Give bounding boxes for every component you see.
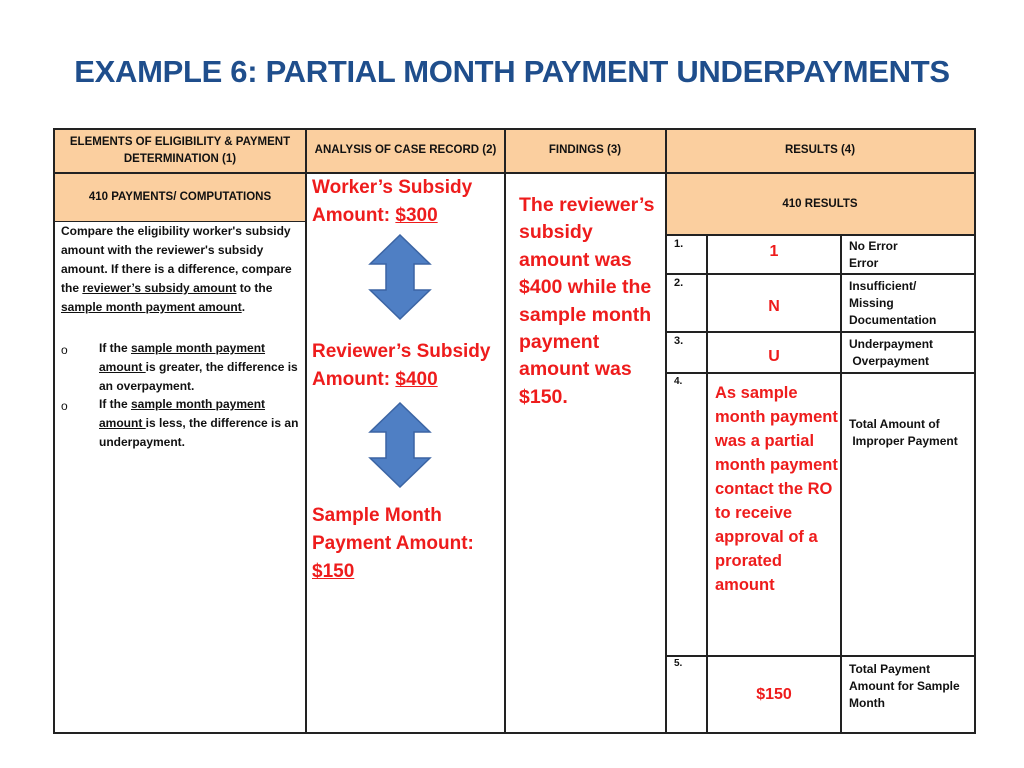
row-number: 2.: [674, 277, 684, 289]
bullet-marker-1: o: [61, 343, 68, 357]
row-number: 5.: [674, 658, 683, 669]
result-label: Total Amount of Improper Payment: [849, 417, 958, 448]
header-results: [665, 128, 975, 173]
result-label: No Error Error: [849, 239, 898, 270]
subheader-410-results: [665, 173, 975, 235]
header-results-label: RESULTS (4): [784, 144, 856, 156]
eligibility-instructions: Compare the eligibility worker's subsidy amount with the reviewer's subsidy amount. If there is a difference, compare the reviewer’s subsidy amount to the sample month payment amount.: [61, 224, 292, 314]
header-elements: [54, 128, 306, 173]
subheader-410-results-label: 410 RESULTS: [782, 197, 858, 210]
row-number: 1.: [674, 238, 684, 250]
header-analysis-label: ANALYSIS OF CASE RECORD (2): [314, 144, 497, 156]
row-number: 3.: [674, 335, 684, 347]
result-value: N: [768, 298, 780, 315]
result-label: Total Payment Amount for Sample Month: [849, 662, 960, 710]
result-value: $150: [756, 686, 792, 703]
row-number: 4.: [674, 376, 683, 387]
bullet-underpayment: If the sample month payment amount is less, the difference is an underpayment.: [99, 397, 299, 449]
header-elements-label: ELEMENTS OF ELIGIBILITY & PAYMENT DETERMINATION (1): [69, 135, 291, 165]
subheader-410-payments: [54, 173, 306, 222]
result-label: Insufficient/ Missing Documentation: [849, 279, 937, 327]
header-findings: [505, 128, 665, 173]
result-label: Underpayment Overpayment: [849, 337, 934, 368]
result-value-note: As sample month payment was a partial month payment contact the RO to receive approval of a prorated amount: [715, 384, 838, 594]
reviewer-subsidy-amount: Reviewer’s Subsidy Amount: $400: [312, 341, 491, 390]
page-title: EXAMPLE 6: PARTIAL MONTH PAYMENT UNDERPAYMENTS: [74, 54, 950, 89]
sample-month-payment-amount: Sample Month Payment Amount: $150: [312, 505, 474, 582]
bullet-marker-2: o: [61, 399, 68, 413]
findings-text: The reviewer’s subsidy amount was $400 while the sample month payment amount was $150.: [519, 194, 655, 408]
subheader-410-payments-label: 410 PAYMENTS/ COMPUTATIONS: [88, 191, 272, 203]
double-arrow-icon: [368, 402, 432, 488]
header-analysis: [306, 128, 505, 173]
worker-subsidy-amount: Worker’s Subsidy Amount: $300: [312, 177, 473, 226]
result-value: U: [768, 348, 780, 365]
result-value: 1: [769, 243, 779, 260]
double-arrow-icon: [368, 234, 432, 320]
bullet-overpayment: If the sample month payment amount is greater, the difference is an overpayment.: [99, 341, 298, 393]
header-findings-label: FINDINGS (3): [548, 144, 622, 156]
